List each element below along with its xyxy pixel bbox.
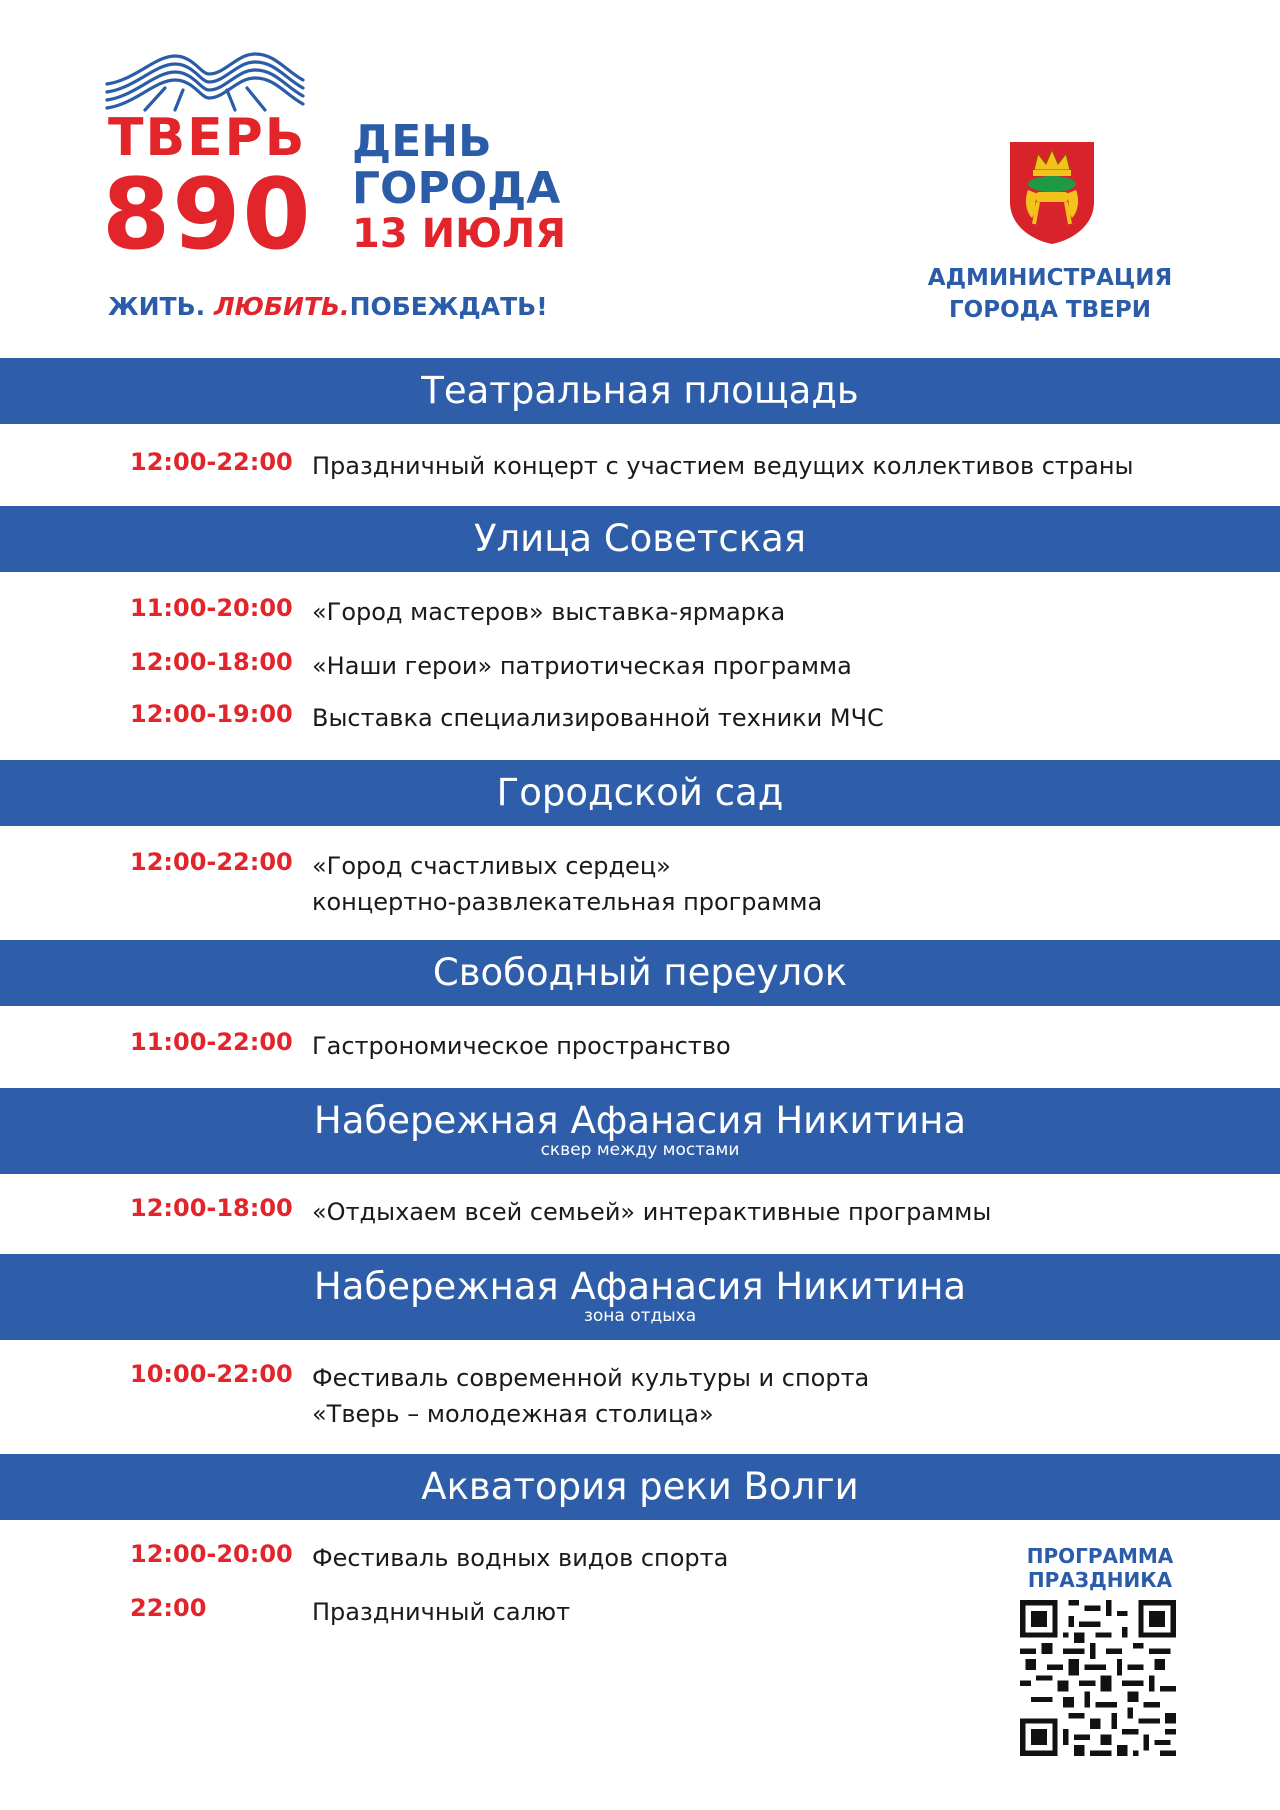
event-date: 13 ИЮЛЯ xyxy=(352,211,567,257)
event-time: 12:00-22:00 xyxy=(130,848,293,876)
event-description: Выставка специализированной техники МЧС xyxy=(312,704,884,732)
event-description: Фестиваль водных видов спорта xyxy=(312,1544,729,1572)
event-time: 11:00-20:00 xyxy=(130,594,293,622)
event-time: 12:00-19:00 xyxy=(130,700,293,728)
waves-logo-icon xyxy=(105,50,305,114)
event-title xyxy=(352,118,560,212)
page-header xyxy=(0,0,1280,358)
section-title: Набережная Афанасия Никитина xyxy=(313,1265,967,1308)
event-description: «Наши герои» патриотическая программа xyxy=(312,652,852,680)
event-time: 22:00 xyxy=(130,1594,207,1622)
slogan-part2: ЛЮБИТЬ. xyxy=(213,292,350,321)
administration-label xyxy=(900,262,1200,326)
qr-caption xyxy=(1000,1544,1200,1592)
event-time: 12:00-22:00 xyxy=(130,448,293,476)
qr-caption-line2: ПРАЗДНИКА xyxy=(1027,1568,1173,1592)
coat-of-arms-icon xyxy=(1008,140,1096,246)
section-title: Набережная Афанасия Никитина xyxy=(313,1099,967,1142)
qr-code-icon[interactable] xyxy=(1020,1600,1176,1756)
logo-city-name: ТВЕРЬ xyxy=(108,108,307,168)
section-title: Городской сад xyxy=(496,771,784,814)
section-title: Театральная площадь xyxy=(421,369,859,412)
slogan-part1: ЖИТЬ. xyxy=(108,292,206,321)
event-time: 12:00-18:00 xyxy=(130,1194,293,1222)
section-subtitle: сквер между мостами xyxy=(540,1140,740,1160)
section-header xyxy=(0,940,1280,1006)
section-subtitle: зона отдыха xyxy=(583,1306,697,1326)
slogan xyxy=(108,292,548,321)
event-description: Фестиваль современной культуры и спорта «Тверь – молодежная столица» xyxy=(312,1364,870,1428)
event-description: «Город счастливых сердец» концертно-развлекательная программа xyxy=(312,852,823,916)
event-description: «Отдыхаем всей семьей» интерактивные программы xyxy=(312,1198,992,1226)
section-header xyxy=(0,1088,1280,1174)
section-header xyxy=(0,760,1280,826)
event-time: 12:00-18:00 xyxy=(130,648,293,676)
event-time: 10:00-22:00 xyxy=(130,1360,293,1388)
event-title-line1: ДЕНЬ xyxy=(352,116,492,167)
section-title: Улица Советская xyxy=(473,517,807,560)
event-title-line2: ГОРОДА xyxy=(352,163,561,214)
event-time: 11:00-22:00 xyxy=(130,1028,293,1056)
section-header xyxy=(0,506,1280,572)
event-time: 12:00-20:00 xyxy=(130,1540,293,1568)
section-title: Свободный переулок xyxy=(432,951,848,994)
event-description: «Город мастеров» выставка-ярмарка xyxy=(312,598,786,626)
section-header xyxy=(0,358,1280,424)
section-header xyxy=(0,1454,1280,1520)
administration-line1: АДМИНИСТРАЦИЯ xyxy=(927,265,1173,291)
administration-line2: ГОРОДА ТВЕРИ xyxy=(949,297,1151,323)
logo-anniversary-number: 890 xyxy=(102,158,313,272)
section-header xyxy=(0,1254,1280,1340)
event-description: Праздничный салют xyxy=(312,1598,571,1626)
slogan-part3: ПОБЕЖДАТЬ! xyxy=(349,292,548,321)
event-description: Праздничный концерт с участием ведущих коллективов страны xyxy=(312,452,1134,480)
section-title: Акватория реки Волги xyxy=(421,1465,859,1508)
qr-caption-line1: ПРОГРАММА xyxy=(1026,1544,1174,1568)
event-description: Гастрономическое пространство xyxy=(312,1032,731,1060)
